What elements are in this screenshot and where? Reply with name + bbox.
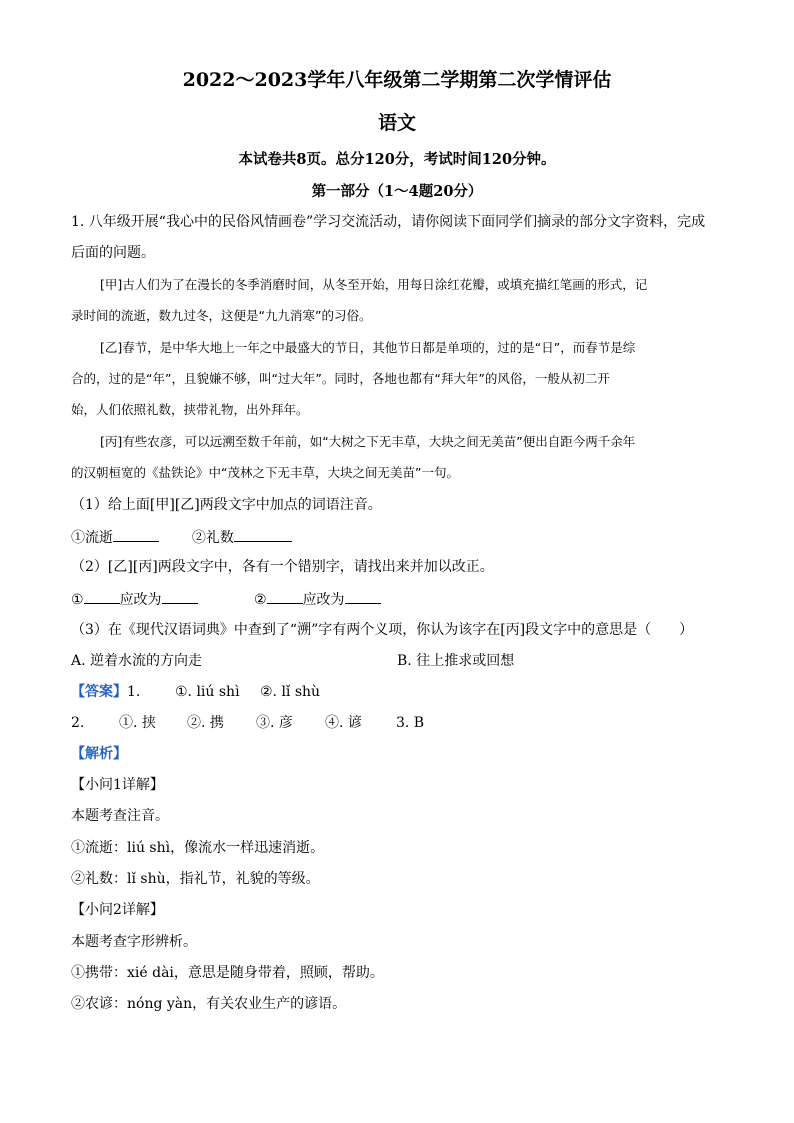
- sub2-change-a: 应改为: [119, 592, 162, 608]
- passage-jia-line-1: [甲]古人们为了在漫长的冬季消磨时间，从冬至开始，用每日涂红花瓣，或填充描红笔画的形式，记: [100, 277, 648, 292]
- sub2-blank-a1[interactable]: [84, 588, 120, 604]
- option-b: B. 往上推求或回想: [397, 653, 515, 669]
- analysis-s2-intro: 本题考查字形辨析。: [71, 934, 197, 950]
- answer-1a: ①. liú shì: [175, 684, 240, 700]
- passage-bing-line-2: 的汉朝桓宽的《盐铁论》中“茂林之下无丰草，大块之间无美苗”一句。: [71, 465, 459, 480]
- answer-line-1: [71, 682, 140, 702]
- analysis-s2-heading: 【小问2详解】: [71, 902, 164, 918]
- answer-1b: ②. lǐ shù: [260, 684, 321, 700]
- sub2-answer-line-a: [71, 588, 198, 610]
- sub1-blank-a[interactable]: [113, 526, 159, 542]
- sub1-item-b: ②礼数: [191, 530, 234, 546]
- q1-stem-line-2: 后面的问题。: [71, 245, 155, 261]
- passage-yi-line-2: 合的，过的是“年”，且貌嫌不够，叫“过大年”。同时，各地也都有“拜大年”的风俗，一般从初二开: [71, 371, 610, 386]
- passage-bing-line-1: [丙]有些农彦，可以远溯至数千年前，如“大树之下无丰草，大块之间无美苗”便出自距今两千余年: [100, 434, 636, 449]
- analysis-s1-intro: 本题考查注音。: [71, 808, 169, 824]
- part-title: 第一部分（1～4题20分）: [311, 183, 483, 200]
- answer-2d: ④. 谚: [325, 715, 362, 731]
- analysis-s1-b: ②礼数：lǐ shù，指礼节，礼貌的等级。: [71, 871, 320, 887]
- sub1-blank-b[interactable]: [234, 526, 292, 542]
- sub2-marker-a: ①: [71, 592, 84, 608]
- answer-2c: ③. 彦: [256, 715, 293, 731]
- sub2-blank-b1[interactable]: [267, 588, 303, 604]
- exam-info: 本试卷共8页。总分120分，考试时间120分钟。: [238, 151, 556, 168]
- sub-question-3: （3）在《现代汉语词典》中查到了“溯”字有两个义项，你认为该字在[丙]段文字中的意思是（ ）: [71, 622, 694, 638]
- sub2-change-b: 应改为: [302, 592, 345, 608]
- sub2-blank-a2[interactable]: [162, 588, 198, 604]
- analysis-s2-b: ②农谚：nóng yàn，有关农业生产的谚语。: [71, 996, 347, 1012]
- answer-2a: ①. 挟: [119, 715, 156, 731]
- passage-jia-line-2: 录时间的流逝，数九过冬，这便是“九九消寒”的习俗。: [71, 308, 372, 323]
- sub-question-1: （1）给上面[甲][乙]两段文字中加点的词语注音。: [71, 497, 382, 513]
- sub2-blank-b2[interactable]: [345, 588, 381, 604]
- analysis-label: 【解析】: [71, 746, 127, 762]
- sub1-item-a: ①流逝: [71, 530, 113, 546]
- passage-yi-line-3: 始，人们依照礼数，挟带礼物，出外拜年。: [71, 402, 309, 417]
- answer-label: 【答案】: [71, 684, 127, 700]
- answer-1-number: 1.: [127, 684, 141, 700]
- answer-2b: ②. 携: [187, 715, 224, 731]
- analysis-s2-a: ①携带：xié dài，意思是随身带着，照顾，帮助。: [71, 965, 384, 981]
- sub2-answer-line-b: [254, 588, 381, 610]
- answer-3: 3. B: [396, 715, 425, 731]
- option-a: A. 逆着水流的方向走: [71, 653, 203, 669]
- exam-title: 2022～2023学年八年级第二学期第二次学情评估: [182, 69, 612, 91]
- passage-yi-line-1: [乙]春节，是中华大地上一年之中最盛大的节日，其他节日都是单项的，过的是“日”，而春节是综: [100, 340, 636, 355]
- analysis-s1-heading: 【小问1详解】: [71, 777, 164, 793]
- sub-question-2: （2）[乙][丙]两段文字中，各有一个错别字，请找出来并加以改正。: [71, 559, 494, 575]
- q1-stem-line-1: 1. 八年级开展“我心中的民俗风情画卷”学习交流活动，请你阅读下面同学们摘录的部分文字资料，完成: [71, 214, 706, 230]
- sub2-marker-b: ②: [254, 592, 267, 608]
- analysis-s1-a: ①流逝：liú shì，像流水一样迅速消逝。: [71, 840, 325, 856]
- answer-2-number: 2.: [71, 715, 85, 731]
- sub1-answer-line: [71, 526, 292, 548]
- subject-title: 语文: [377, 112, 416, 134]
